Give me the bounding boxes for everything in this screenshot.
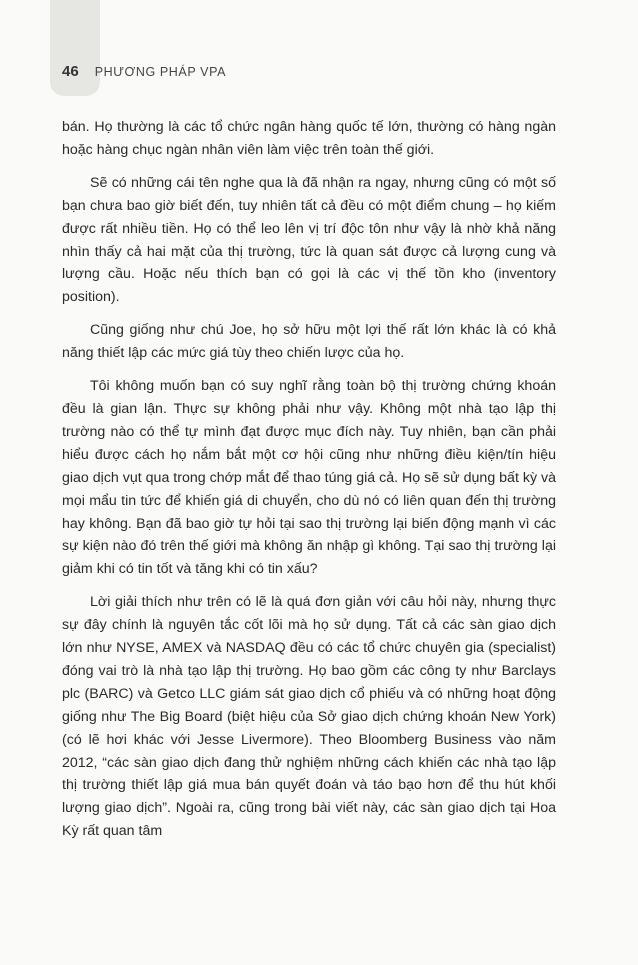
running-title: PHƯƠNG PHÁP VPA	[94, 65, 227, 79]
paragraph-4: Tôi không muốn bạn có suy nghĩ rằng toàn bộ thị trường chứng khoán đều là gian lận. Thực sự không phải như vậy. Không một nhà tạo lập thị trường nào có thể tự mình đạt được mục đích này. Tuy nhiên, bạn cần phải hiểu được cách họ nắm bắt một cơ hội cũng như những điều kiện/tín hiệu giao dịch vụt qua trong chớp mắt để thao túng giá cả. Họ sẽ sử dụng bất kỳ và mọi mẩu tin tức để khiến giá di chuyển, cho dù nó có liên quan đến thị trường hay không. Bạn đã bao giờ tự hỏi tại sao thị trường lại biến động mạnh vì các sự kiện nào đó trên thế giới mà không ăn nhập gì không. Tại sao thị trường lại giảm khi có tin tốt và tăng khi có tin xấu?	[62, 378, 556, 578]
paragraph-5: Lời giải thích như trên có lẽ là quá đơn giản với câu hỏi này, nhưng thực sự đây chính là nguyên tắc cốt lõi mà họ sử dụng. Tất cả các sàn giao dịch lớn như NYSE, AMEX và NASDAQ đều có các tổ chức chuyên gia (specialist) đóng vai trò là nhà tạo lập thị trường. Họ bao gồm các công ty như Barclays plc (BARC) và Getco LLC giám sát giao dịch cổ phiếu và có những hoạt động giống như The Big Board (biệt hiệu của Sở giao dịch chứng khoán New York) (có lẽ hơi khác với Jesse Livermore). Theo Bloomberg Business vào năm 2012, “các sàn giao dịch đang thử nghiệm những cách khiến các nhà tạo lập thị trường thiết lập giá mua bán quyết đoán và táo bạo hơn để thu hút khối lượng giao dịch”. Ngoài ra, cũng trong bài viết này, các sàn giao dịch tại Hoa Kỳ rất quan tâm	[62, 594, 556, 840]
paragraph-1: bán. Họ thường là các tổ chức ngân hàng quốc tế lớn, thường có hàng ngàn hoặc hàng chục ngàn nhân viên làm việc trên toàn thế giới.	[62, 119, 556, 158]
paragraph-3: Cũng giống như chú Joe, họ sở hữu một lợi thế rất lớn khác là có khả năng thiết lập các mức giá tùy theo chiến lược của họ.	[62, 322, 556, 362]
page-number: 46	[62, 63, 79, 80]
page-header	[62, 63, 226, 83]
body-text	[62, 116, 556, 853]
paragraph-2: Sẽ có những cái tên nghe qua là đã nhận ra ngay, nhưng cũng có một số bạn chưa bao giờ biết đến, tuy nhiên tất cả đều có một điểm chung – họ kiếm được rất nhiều tiền. Họ có thể leo lên vị trí độc tôn như vậy là nhờ khả năng nhìn thấy cả hai mặt của thị trường, tức là quan sát được cả lượng cung và lượng cầu. Hoặc nếu thích bạn có gọi là các vị thế tồn kho (inventory position).	[62, 174, 556, 306]
